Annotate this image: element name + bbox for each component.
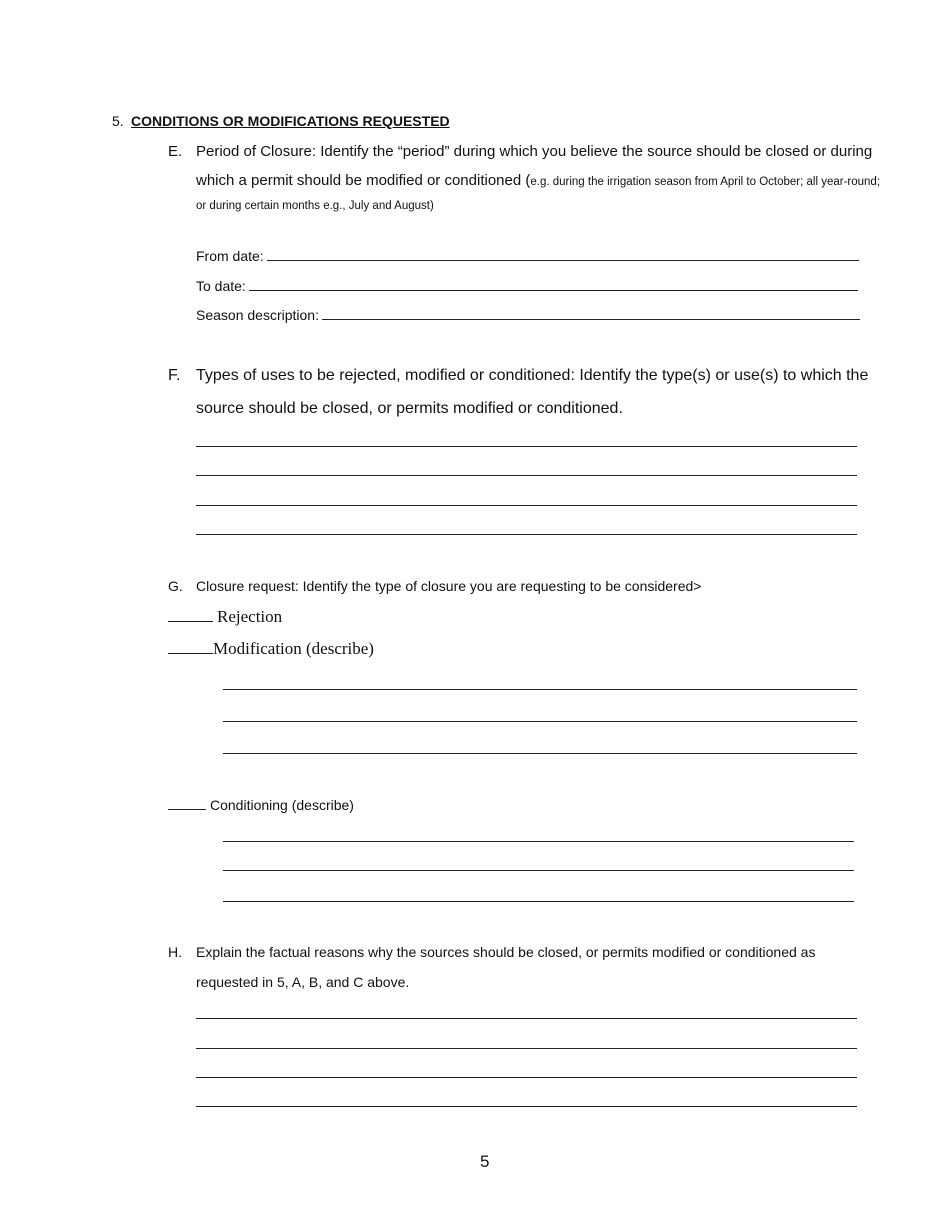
modification-answer-line[interactable]: [223, 753, 857, 754]
to-date-input-line[interactable]: [249, 289, 858, 291]
item-e-line2: [196, 172, 880, 190]
item-e-line1: Period of Closure: Identify the “period” during which you believe the source should be closed or during: [196, 143, 873, 160]
modification-answer-line[interactable]: [223, 689, 857, 690]
item-f-answer-line[interactable]: [196, 534, 857, 535]
item-h-answer-line[interactable]: [196, 1077, 857, 1078]
rejection-option[interactable]: [168, 607, 282, 627]
item-h-answer-line[interactable]: [196, 1048, 857, 1049]
item-g-letter: G.: [168, 578, 183, 594]
item-h-line2: requested in 5, A, B, and C above.: [196, 974, 410, 990]
modification-answer-line[interactable]: [223, 721, 857, 722]
item-e-letter: E.: [168, 143, 183, 160]
rejection-checkline[interactable]: [168, 620, 213, 622]
from-date-label: From date:: [196, 248, 264, 264]
item-f-answer-line[interactable]: [196, 505, 857, 506]
conditioning-option[interactable]: [168, 797, 354, 813]
item-h-answer-line[interactable]: [196, 1018, 857, 1019]
from-date-field[interactable]: [196, 248, 859, 264]
season-description-label: Season description:: [196, 307, 319, 323]
item-f-letter: F.: [168, 367, 181, 384]
item-g-text: Closure request: Identify the type of closure you are requesting to be considered>: [196, 578, 702, 594]
item-h-line1: Explain the factual reasons why the sources should be closed, or permits modified or conditioned as: [196, 944, 816, 960]
page-number: 5: [480, 1152, 490, 1171]
to-date-field[interactable]: [196, 278, 858, 294]
season-description-input-line[interactable]: [322, 318, 860, 320]
rejection-label: Rejection: [217, 607, 283, 626]
item-e-line3: or during certain months e.g., July and August): [196, 200, 434, 212]
section-title: CONDITIONS OR MODIFICATIONS REQUESTED: [131, 113, 450, 129]
item-h-letter: H.: [168, 944, 182, 960]
section-number: 5.: [112, 113, 124, 129]
item-f-answer-line[interactable]: [196, 475, 857, 476]
modification-checkline[interactable]: [168, 652, 213, 654]
from-date-input-line[interactable]: [267, 259, 859, 261]
modification-option[interactable]: [168, 639, 374, 659]
conditioning-answer-line[interactable]: [223, 841, 854, 842]
modification-label: Modification (describe): [213, 639, 374, 658]
item-f-answer-line[interactable]: [196, 446, 857, 447]
conditioning-checkline[interactable]: [168, 808, 206, 810]
item-e-line2-example: e.g. during the irrigation season from April to October; all year-round;: [530, 176, 881, 188]
conditioning-answer-line[interactable]: [223, 870, 854, 871]
item-f-line1: Types of uses to be rejected, modified or conditioned: Identify the type(s) or use(s) to which the: [196, 367, 869, 384]
item-e-line2-main: which a permit should be modified or conditioned (: [196, 172, 531, 189]
season-description-field[interactable]: [196, 307, 860, 323]
item-h-answer-line[interactable]: [196, 1106, 857, 1107]
conditioning-label: Conditioning (describe): [210, 797, 354, 813]
item-f-line2: source should be closed, or permits modified or conditioned.: [196, 400, 623, 417]
conditioning-answer-line[interactable]: [223, 901, 854, 902]
to-date-label: To date:: [196, 278, 246, 294]
